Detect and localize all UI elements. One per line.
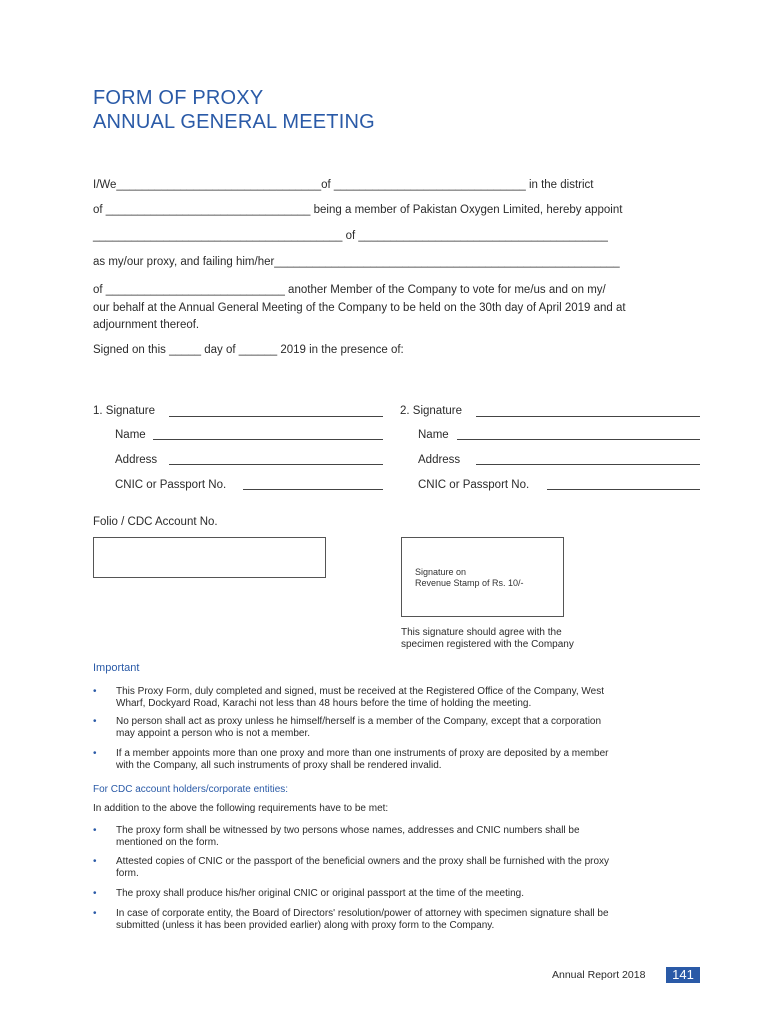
list-item: This Proxy Form, duly completed and signed, must be received at the Registered Office of the Company, West Wharf, Dockyard Road, Karachi not less than 48 hours before the time of holding the meeting.: [116, 686, 605, 709]
stamp-note-line-1: This signature should agree with the: [401, 627, 562, 638]
form-line-7: adjournment thereof.: [93, 319, 200, 331]
list-item: In case of corporate entity, the Board of Directors' resolution/power of attorney with specimen signature shall be submitted (unless it has been provided earlier) along with proxy form to the Company.: [116, 908, 609, 931]
footer-label: Annual Report 2018: [552, 969, 646, 981]
witness-1-address-field[interactable]: [169, 464, 383, 465]
bullet-icon: •: [93, 716, 97, 727]
important-heading: Important: [93, 662, 140, 674]
form-line-3: _______________________________________ of _______________________________________: [93, 230, 608, 242]
bullet-icon: •: [93, 686, 97, 697]
page-number: 141: [666, 967, 700, 983]
list-item: No person shall act as proxy unless he himself/herself is a member of the Company, except that a corporation may appoint a person who is not a member.: [116, 716, 602, 739]
cdc-intro: In addition to the above the following requirements have to be met:: [93, 803, 389, 814]
folio-account-box[interactable]: [93, 537, 326, 578]
bullet-icon: •: [93, 825, 97, 836]
stamp-note-line-2: specimen registered with the Company: [401, 639, 574, 650]
form-line-4: as my/our proxy, and failing him/her______________________________________________________: [93, 256, 620, 268]
witness-1-cnic-label: CNIC or Passport No.: [115, 479, 227, 491]
stamp-label-1: Signature on: [415, 567, 467, 577]
witness-1-cnic-field[interactable]: [243, 489, 383, 490]
witness-2-cnic-label: CNIC or Passport No.: [418, 479, 530, 491]
list-item: Attested copies of CNIC or the passport of the beneficial owners and the proxy shall be furnished with the proxy form.: [116, 856, 610, 879]
form-line-6: our behalf at the Annual General Meeting of the Company to be held on the 30th day of April 2019 and at: [93, 302, 626, 314]
list-item: The proxy shall produce his/her original CNIC or original passport at the time of the meeting.: [116, 888, 524, 899]
form-line-8: Signed on this _____ day of ______ 2019 in the presence of:: [93, 344, 404, 356]
stamp-note: [401, 627, 574, 651]
form-line-5: of ____________________________ another Member of the Company to vote for me/us and on my/: [93, 284, 606, 296]
witness-1-name-field[interactable]: [153, 439, 383, 440]
bullet-icon: •: [93, 856, 97, 867]
witness-2-cnic-field[interactable]: [547, 489, 700, 490]
witness-1-signature-field[interactable]: [169, 416, 383, 417]
bullet-icon: •: [93, 748, 97, 759]
witness-1-address-label: Address: [115, 454, 158, 466]
stamp-label-2: Revenue Stamp of Rs. 10/-: [415, 578, 524, 588]
list-item: If a member appoints more than one proxy and more than one instruments of proxy are deposited by a member with the Company, all such instruments of proxy shall be rendered invalid.: [116, 748, 609, 771]
witness-2-signature-label: 2. Signature: [400, 405, 463, 417]
witness-1-signature-label: 1. Signature: [93, 405, 156, 417]
cdc-heading: For CDC account holders/corporate entities:: [93, 784, 289, 795]
bullet-icon: •: [93, 908, 97, 919]
witness-2-name-label: Name: [418, 429, 449, 441]
form-line-1: I/We________________________________of ______________________________ in the district: [93, 179, 594, 191]
title-line-1: FORM OF PROXY: [93, 87, 264, 109]
witness-2-signature-field[interactable]: [476, 416, 700, 417]
witness-1-name-label: Name: [115, 429, 146, 441]
witness-2-address-label: Address: [418, 454, 461, 466]
folio-label: Folio / CDC Account No.: [93, 516, 218, 528]
witness-2-address-field[interactable]: [476, 464, 700, 465]
form-line-2: of ________________________________ being a member of Pakistan Oxygen Limited, hereby appoint: [93, 204, 623, 216]
bullet-icon: •: [93, 888, 97, 899]
list-item: The proxy form shall be witnessed by two persons whose names, addresses and CNIC numbers shall be mentioned on the form.: [116, 825, 580, 848]
witness-2-name-field[interactable]: [457, 439, 700, 440]
title-line-2: ANNUAL GENERAL MEETING: [93, 111, 375, 133]
revenue-stamp-box[interactable]: [401, 537, 564, 617]
